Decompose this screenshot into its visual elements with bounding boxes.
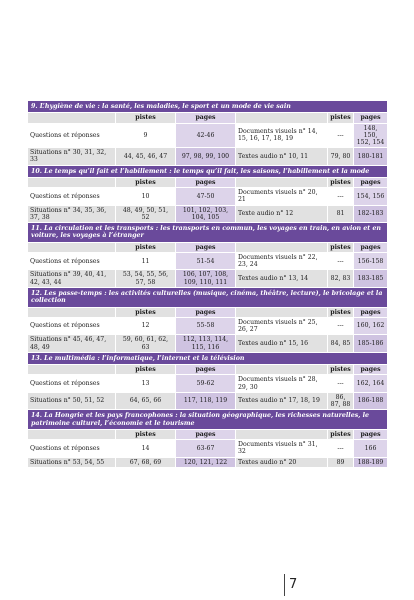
column-header-row: [28, 307, 388, 317]
section-title-row: [28, 165, 388, 177]
section-title-row: [28, 223, 388, 243]
row-document: Documents visuels n° 20, 21: [236, 188, 328, 205]
row-document: Documents visuels n° 22, 23, 24: [236, 253, 328, 270]
row-document-pages: 180-181: [354, 148, 388, 165]
row-document: Textes audio n° 17, 18, 19: [236, 392, 328, 409]
table-row: [28, 205, 388, 222]
section-title: 10. Le temps qu’il fait et l’habillement : le temps qu’il fait, les saisons, l’habillement et la mode: [28, 165, 388, 177]
header-pages: pages: [354, 242, 388, 252]
header-empty-cell: [236, 113, 328, 123]
row-pistes: 11: [116, 253, 176, 270]
row-document-pistes: ---: [328, 253, 354, 270]
row-pistes: 64, 65, 66: [116, 392, 176, 409]
row-pistes: 53, 54, 55, 56, 57, 58: [116, 270, 176, 287]
header-empty-cell: [28, 113, 116, 123]
row-document: Texte audio n° 12: [236, 205, 328, 222]
row-pistes: 9: [116, 123, 176, 148]
header-pistes: pistes: [116, 242, 176, 252]
row-document-pistes: ---: [328, 188, 354, 205]
header-pages: pages: [354, 307, 388, 317]
row-document-pistes: ---: [328, 375, 354, 392]
header-pages: pages: [176, 178, 236, 188]
row-label: Questions et réponses: [28, 440, 116, 457]
table-row: [28, 253, 388, 270]
row-label: Questions et réponses: [28, 188, 116, 205]
row-document-pages: 186-188: [354, 392, 388, 409]
header-pages: pages: [176, 365, 236, 375]
row-label: Situations n° 53, 54, 55: [28, 457, 116, 467]
header-pistes: pistes: [116, 429, 176, 439]
section-title: 12. Les passe-temps : les activités culturelles (musique, cinéma, théâtre, lecture), le bricolage et la collection: [28, 287, 388, 307]
section-title-row: [28, 410, 388, 430]
column-header-row: [28, 365, 388, 375]
row-document-pages: 148, 150, 152, 154: [354, 123, 388, 148]
header-pistes: pistes: [328, 307, 354, 317]
header-empty-cell: [236, 242, 328, 252]
row-pages: 42-46: [176, 123, 236, 148]
row-document-pages: 182-183: [354, 205, 388, 222]
section-title: 13. Le multimédia : l’informatique, l’internet et la télévision: [28, 352, 388, 364]
section-title: 14. La Hongrie et les pays francophones : la situation géographique, les richesses naturelles, le patrimoine culturel, l’économie et le tourisme: [28, 410, 388, 430]
table-row: [28, 392, 388, 409]
row-pages: 59-62: [176, 375, 236, 392]
header-pages: pages: [354, 429, 388, 439]
row-document-pistes: ---: [328, 123, 354, 148]
header-empty-cell: [236, 307, 328, 317]
table-row: [28, 188, 388, 205]
table-row: [28, 123, 388, 148]
index-table: [27, 100, 388, 468]
row-document: Textes audio n° 13, 14: [236, 270, 328, 287]
header-empty-cell: [28, 178, 116, 188]
header-empty-cell: [236, 365, 328, 375]
row-pages: 47-50: [176, 188, 236, 205]
table-row: [28, 270, 388, 287]
row-pistes: 10: [116, 188, 176, 205]
page-number: 7: [284, 574, 309, 596]
row-document-pages: 188-189: [354, 457, 388, 467]
section-title-row: [28, 352, 388, 364]
row-document-pages: 183-185: [354, 270, 388, 287]
row-document-pages: 160, 162: [354, 317, 388, 334]
row-pages: 55-58: [176, 317, 236, 334]
header-empty-cell: [28, 365, 116, 375]
header-pistes: pistes: [116, 307, 176, 317]
column-header-row: [28, 429, 388, 439]
row-label: Questions et réponses: [28, 253, 116, 270]
header-empty-cell: [28, 429, 116, 439]
row-document-pistes: 82, 83: [328, 270, 354, 287]
row-document: Textes audio n° 10, 11: [236, 148, 328, 165]
row-pistes: 14: [116, 440, 176, 457]
header-pages: pages: [176, 113, 236, 123]
row-pages: 63-67: [176, 440, 236, 457]
row-pages: 112, 113, 114, 115, 116: [176, 335, 236, 352]
row-label: Situations n° 45, 46, 47, 48, 49: [28, 335, 116, 352]
table-row: [28, 335, 388, 352]
row-label: Situations n° 34, 35, 36, 37, 38: [28, 205, 116, 222]
row-pistes: 44, 45, 46, 47: [116, 148, 176, 165]
column-header-row: [28, 113, 388, 123]
row-document: Documents visuels n° 25, 26, 27: [236, 317, 328, 334]
row-document: Documents visuels n° 14, 15, 16, 17, 18, 19: [236, 123, 328, 148]
row-document-pistes: 86, 87, 88: [328, 392, 354, 409]
header-pistes: pistes: [328, 365, 354, 375]
row-label: Questions et réponses: [28, 317, 116, 334]
row-document-pistes: 89: [328, 457, 354, 467]
table-row: [28, 457, 388, 467]
row-document-pistes: 79, 80: [328, 148, 354, 165]
row-document: Textes audio n° 20: [236, 457, 328, 467]
section-title-row: [28, 287, 388, 307]
row-pages: 51-54: [176, 253, 236, 270]
table-row: [28, 317, 388, 334]
row-document-pages: 156-158: [354, 253, 388, 270]
table-row: [28, 440, 388, 457]
header-empty-cell: [28, 307, 116, 317]
header-pistes: pistes: [116, 365, 176, 375]
header-pistes: pistes: [116, 178, 176, 188]
row-pages: 120, 121, 122: [176, 457, 236, 467]
row-document-pages: 166: [354, 440, 388, 457]
header-pistes: pistes: [328, 113, 354, 123]
row-document-pages: 185-186: [354, 335, 388, 352]
row-pages: 97, 98, 99, 100: [176, 148, 236, 165]
header-pages: pages: [176, 242, 236, 252]
header-empty-cell: [236, 178, 328, 188]
column-header-row: [28, 178, 388, 188]
section-title: 11. La circulation et les transports : les transports en commun, les voyages en train, en avion et en voiture, les voyages à l’étranger: [28, 223, 388, 243]
header-pages: pages: [354, 365, 388, 375]
header-pistes: pistes: [328, 178, 354, 188]
row-label: Situations n° 39, 40, 41, 42, 43, 44: [28, 270, 116, 287]
row-pistes: 59, 60, 61, 62, 63: [116, 335, 176, 352]
row-document-pistes: 81: [328, 205, 354, 222]
table-row: [28, 148, 388, 165]
row-pistes: 13: [116, 375, 176, 392]
row-label: Questions et réponses: [28, 123, 116, 148]
row-document: Textes audio n° 15, 16: [236, 335, 328, 352]
table-row: [28, 375, 388, 392]
row-label: Situations n° 50, 51, 52: [28, 392, 116, 409]
row-document-pages: 162, 164: [354, 375, 388, 392]
row-pistes: 12: [116, 317, 176, 334]
header-pages: pages: [176, 307, 236, 317]
row-pages: 117, 118, 119: [176, 392, 236, 409]
row-pages: 106, 107, 108, 109, 110, 111: [176, 270, 236, 287]
row-label: Situations n° 30, 31, 32, 33: [28, 148, 116, 165]
row-pages: 101, 102, 103, 104, 105: [176, 205, 236, 222]
header-pages: pages: [176, 429, 236, 439]
row-document-pistes: 84, 85: [328, 335, 354, 352]
header-pages: pages: [354, 178, 388, 188]
row-pistes: 48, 49, 50, 51, 52: [116, 205, 176, 222]
row-document-pages: 154, 156: [354, 188, 388, 205]
header-empty-cell: [28, 242, 116, 252]
row-document-pistes: ---: [328, 317, 354, 334]
row-pistes: 67, 68, 69: [116, 457, 176, 467]
index-table-body: [28, 101, 388, 468]
column-header-row: [28, 242, 388, 252]
row-document: Documents visuels n° 28, 29, 30: [236, 375, 328, 392]
section-title: 9. L’hygiène de vie : la santé, les maladies, le sport et un mode de vie sain: [28, 101, 388, 113]
index-table-container: [27, 100, 387, 468]
row-label: Questions et réponses: [28, 375, 116, 392]
row-document-pistes: ---: [328, 440, 354, 457]
header-empty-cell: [236, 429, 328, 439]
header-pistes: pistes: [328, 242, 354, 252]
header-pistes: pistes: [116, 113, 176, 123]
header-pages: pages: [354, 113, 388, 123]
row-document: Documents visuels n° 31, 32: [236, 440, 328, 457]
section-title-row: [28, 101, 388, 113]
header-pistes: pistes: [328, 429, 354, 439]
